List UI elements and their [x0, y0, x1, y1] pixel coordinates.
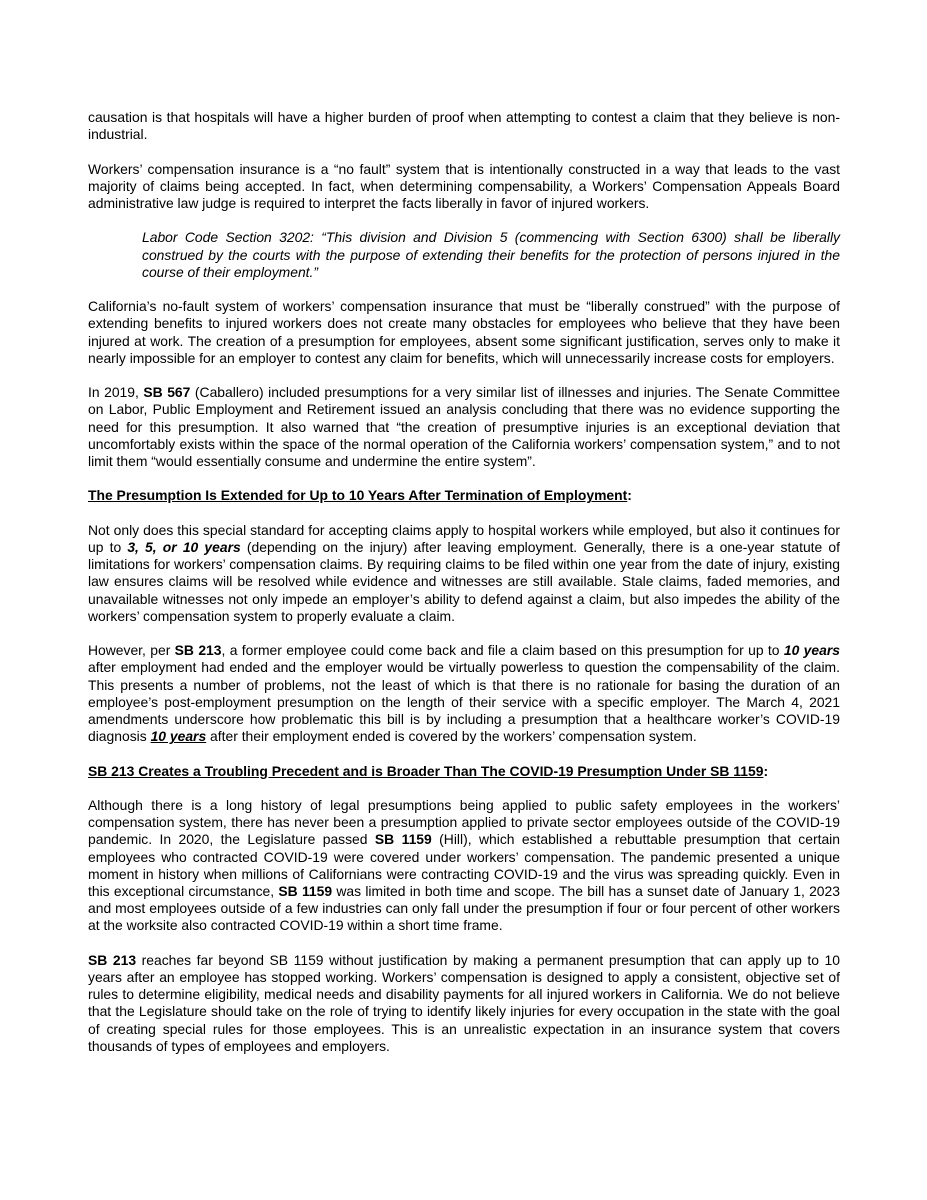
emphasis-years: 10 years: [783, 642, 840, 659]
paragraph-text: Workers’ compensation insurance is a “no fault” system that is intentionally constructed in a way that leads to the vast majority of claims being accepted. In fact, when determining compensability, a Workers’ Compensation Appeals Board administrative law judge is required to interpret the facts liberally in favor of injured workers.: [88, 160, 840, 211]
paragraph-causation: [88, 109, 840, 143]
heading-text: SB 213 Creates a Troubling Precedent and is Broader Than The COVID-19 Presumption Under SB 1159: [88, 762, 764, 779]
heading-text: The Presumption Is Extended for Up to 10 Years After Termination of Employment: [88, 487, 628, 504]
text-run: Not only does this special standard for accepting claims apply to hospital workers while employed, but also it continues for up to: [88, 521, 840, 555]
text-run: , a former employee could come back and file a claim based on this presumption for up to: [221, 642, 784, 659]
text-run: (Hill), which established a rebuttable presumption that certain employees who contracted COVID-19 were covered under workers’ compensation. The pandemic presented a unique moment in history when millions of Californians were contracting COVID-19 and the virus was spreading quickly. Even in this exceptional circumstance,: [88, 831, 840, 899]
bill-reference: SB 1159: [278, 883, 333, 899]
paragraph-sb213-reach: [88, 952, 840, 1055]
labor-code-quote: [142, 229, 840, 281]
text-run: (Caballero) included presumptions for a very similar list of illnesses and injuries. The Senate Committee on Labor, Public Employment and Retirement issued an analysis concluding that there was no evidence supporting the need for this presumption. It also warned that “the creation of presumptive injuries is an exceptional deviation that uncomfortably exists within the space of the normal operation of the California workers’ compensation system,” and to not limit them “would essentially consume and undermine the entire system”.: [88, 384, 840, 469]
paragraph-sb567: [88, 384, 840, 470]
paragraph-sb213-former-employee: [88, 642, 840, 745]
paragraph-liberally-construed: [88, 298, 840, 367]
paragraph-text: California’s no-fault system of workers’ compensation insurance that must be “liberally construed” with the purpose of extending benefits to injured workers does not create many obstacles for employees who believe that they have been injured at work. The creation of a presumption for employees, absent some significant justification, serves only to make it nearly impossible for an employer to contest any claim for benefits, which will unnecessarily increase costs for employers.: [88, 298, 840, 366]
document-body: [88, 109, 840, 1072]
text-run: reaches far beyond SB 1159 without justification by making a permanent presumption that can apply up to 10 years after an employee has stopped working. Workers’ compensation is designed to apply a consistent, objective set of rules to determine eligibility, medical needs and disability payments for all injured workers in California. We do not believe that the Legislature should take on the role of trying to identify likely injuries for every occupation in the state with the goal of creating special rules for those employees. This is an unrealistic expectation in an insurance system that covers thousands of types of employees and employers.: [88, 951, 840, 1054]
text-run: Although there is a long history of legal presumptions being applied to public safety employees in the workers’ compensation system, there has never been a presumption applied to private sector employees outside of the COVID-19 pandemic. In 2020, the Legislature passed: [88, 796, 840, 848]
paragraph-special-standard: [88, 522, 840, 625]
bill-reference: SB 567: [143, 384, 191, 401]
emphasis-years-underlined: 10 years: [150, 728, 207, 745]
paragraph-public-safety-history: [88, 797, 840, 935]
quote-text: Labor Code Section 3202: “This division and Division 5 (commencing with Section 6300) shall be liberally construed by the courts with the purpose of extending their benefits for the protection of persons injured in the course of their employment.”: [142, 229, 840, 280]
bill-reference: SB 213: [88, 951, 137, 968]
bill-reference: SB 213: [174, 642, 222, 659]
paragraph-text: causation is that hospitals will have a higher burden of proof when attempting to contest a claim that they believe is non-industrial.: [88, 109, 840, 143]
text-run: was limited in both time and scope. The bill has a sunset date of January 1, 2023 and most employees outside of a few industries can only fall under the presumption if four or four percent of other workers at the worksite also contracted COVID-19 within a short time frame.: [88, 883, 840, 934]
paragraph-no-fault: [88, 161, 840, 213]
text-run: after their employment ended is covered by the workers’ compensation system.: [206, 728, 697, 745]
heading-suffix: :: [627, 487, 632, 504]
emphasis-years: 3, 5, or 10 years: [127, 538, 241, 555]
section-heading-troubling-precedent: [88, 763, 840, 780]
section-heading-presumption-extended: [88, 487, 840, 504]
text-run: (depending on the injury) after leaving employment. Generally, there is a one-year statute of limitations for workers’ compensation claims. By requiring claims to be filed within one year from the date of injury, existing law ensures claims will be resolved while evidence and witnesses are still available. Stale claims, faded memories, and unavailable witnesses not only impede an employer’s ability to defend against a claim, but also impedes the ability of the workers’ compensation system to properly evaluate a claim.: [88, 538, 840, 624]
text-run: In 2019,: [88, 384, 144, 401]
text-run: after employment had ended and the employer would be virtually powerless to question the compensability of the claim. This presents a number of problems, not the least of which is that there is no rationale for basing the duration of an employee’s post-employment presumption on the length of their service with a specific employer. The March 4, 2021 amendments underscore how problematic this bill is by including a presumption that a healthcare worker’s COVID-19 diagnosis: [88, 659, 840, 745]
heading-suffix: :: [763, 762, 769, 779]
text-run: However, per: [88, 642, 175, 659]
bill-reference: SB 1159: [374, 831, 432, 848]
